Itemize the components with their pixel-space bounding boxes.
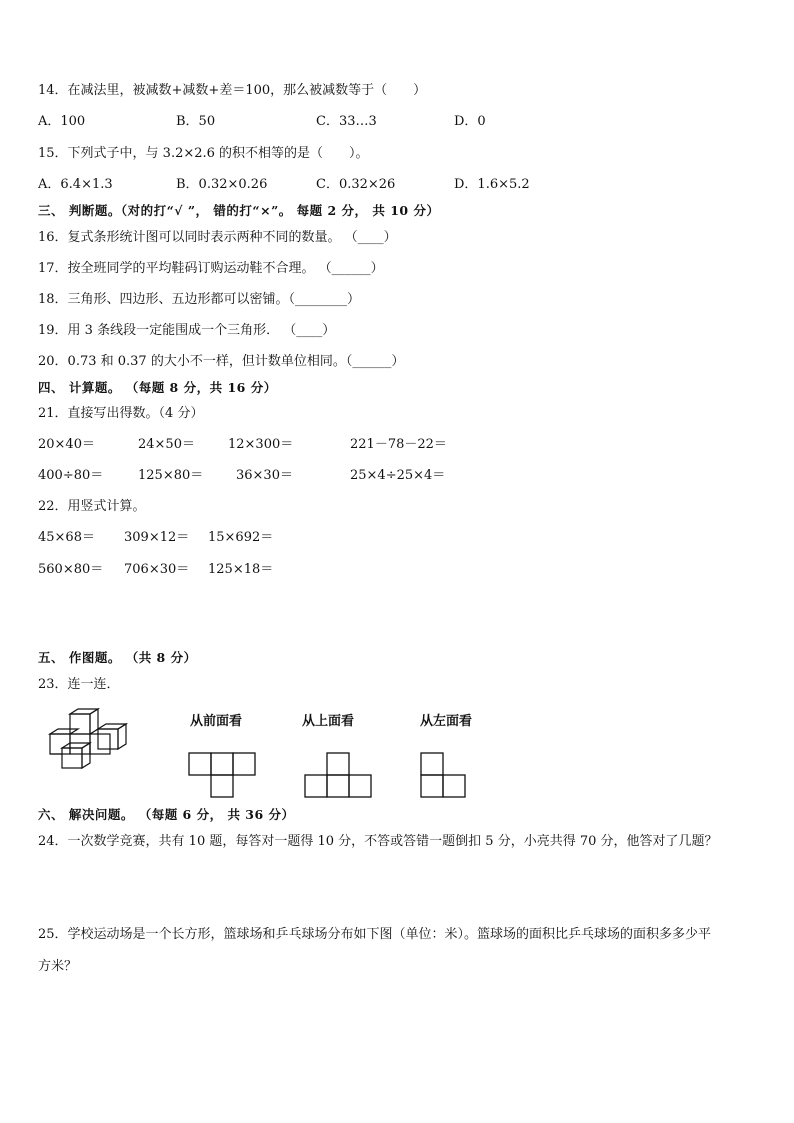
q22-item: 45×68＝ [38,530,95,545]
question-14-option-a[interactable]: A．100 [38,114,86,129]
view-top-label: 从上面看 [302,714,355,729]
front-view-figure[interactable] [188,752,258,798]
q21-item: 36×30＝ [236,468,293,483]
q22-item: 560×80＝ [38,562,104,577]
question-25-line-2: 方米？ [38,959,78,974]
section-4-heading: 四、 计算题。 （每题 8 分，共 16 分） [38,380,277,395]
q22-item: 15×692＝ [208,530,274,545]
question-25-line-1: 25．学校运动场是一个长方形，篮球场和乒乓球场分布如下图（单位：米）。篮球场的面积比乒乓球场的面积多多少平 [38,927,712,942]
section-6-heading: 六、 解决问题。 （每题 6 分， 共 36 分） [38,807,295,822]
question-14-stem: 14．在减法里，被减数+减数+差＝100，那么被减数等于（ ） [38,83,427,98]
section-3-heading: 三、 判断题。（对的打“√ ”， 错的打“×”。 每题 2 分， 共 10 分） [38,203,440,218]
question-15-option-d[interactable]: D．1.6×5.2 [454,177,530,192]
left-view-figure[interactable] [420,752,468,798]
question-15-option-a[interactable]: A．6.4×1.3 [38,177,113,192]
q22-item: 309×12＝ [124,530,190,545]
cube-stack-figure [40,708,140,778]
section-5-heading: 五、 作图题。 （共 8 分） [38,650,197,665]
question-16: 16．复式条形统计图可以同时表示两种不同的数量。 （____） [38,230,397,245]
question-17: 17．按全班同学的平均鞋码订购运动鞋不合理。 （______） [38,261,384,276]
q21-item: 221－78－22＝ [350,437,447,452]
question-15-option-b[interactable]: B．0.32×0.26 [176,177,268,192]
question-14-option-b[interactable]: B．50 [176,114,216,129]
question-20: 20．0.73 和 0.37 的大小不一样，但计数单位相同。（______） [38,354,405,369]
q21-item: 12×300＝ [228,437,294,452]
question-19: 19．用 3 条线段一定能围成一个三角形． （____） [38,323,336,338]
q21-item: 400÷80＝ [38,468,104,483]
q21-item: 24×50＝ [138,437,195,452]
question-14-option-d[interactable]: D．0 [454,114,486,129]
question-23-stem: 23．连一连． [38,677,120,692]
question-15-stem: 15．下列式子中，与 3.2×2.6 的积不相等的是（ ）。 [38,146,369,161]
question-14-option-c[interactable]: C．33…3 [316,114,377,129]
q22-item: 125×18＝ [208,562,274,577]
q22-item: 706×30＝ [124,562,190,577]
question-22-stem: 22．用竖式计算。 [38,499,146,514]
view-left-label: 从左面看 [420,714,473,729]
q21-item: 20×40＝ [38,437,95,452]
question-15-option-c[interactable]: C．0.32×26 [316,177,396,192]
view-front-label: 从前面看 [190,714,243,729]
q21-item: 25×4÷25×4＝ [350,468,446,483]
top-view-figure[interactable] [304,752,374,798]
question-24: 24．一次数学竞赛，共有 10 题，每答对一题得 10 分，不答或答错一题倒扣 5 分，小亮共得 70 分，他答对了几题？ [38,834,718,849]
question-18: 18．三角形、四边形、五边形都可以密铺。（________） [38,292,361,307]
question-21-stem: 21．直接写出得数。（4 分） [38,406,204,421]
q21-item: 125×80＝ [138,468,204,483]
